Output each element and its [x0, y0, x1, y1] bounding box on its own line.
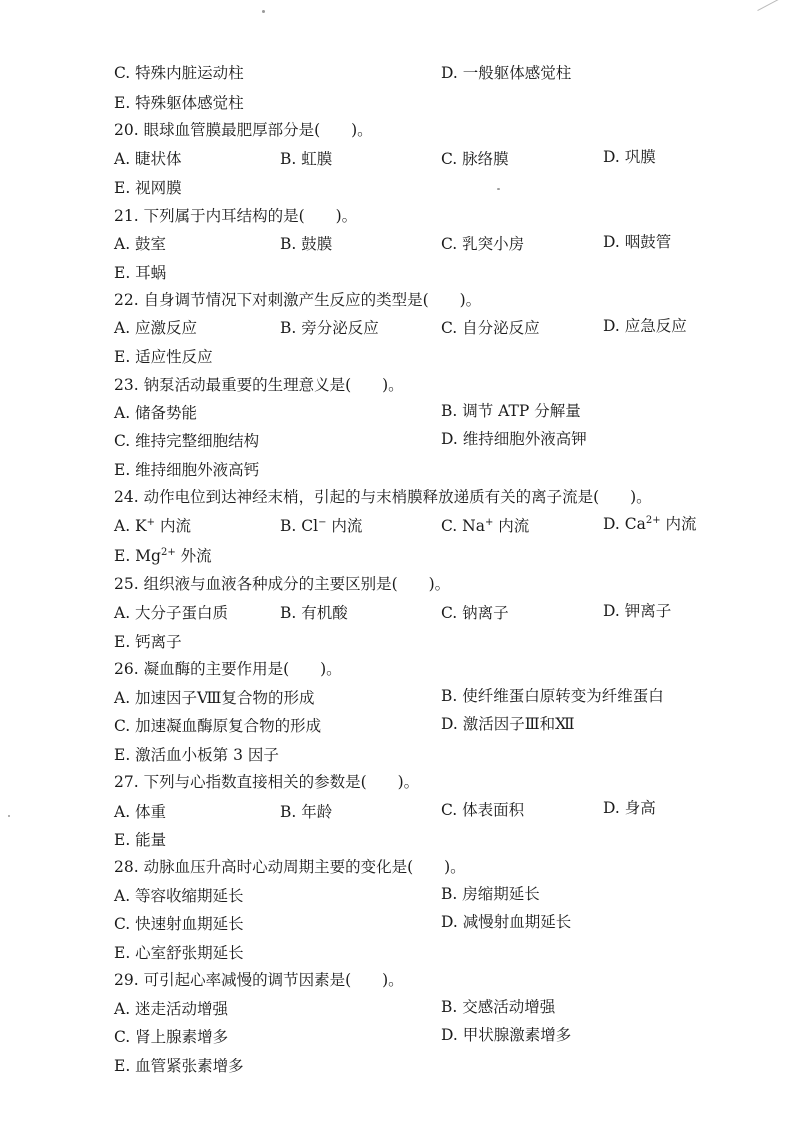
q24-d-suffix: 内流 [660, 515, 697, 533]
q20-option-d: D. 巩膜 [603, 148, 656, 166]
q20-option-a: A. 睫状体 [114, 150, 182, 168]
q25-option-a: A. 大分子蛋白质 [114, 604, 229, 622]
q24-b-suffix: 内流 [326, 517, 363, 535]
q26-option-b: B. 使纤维蛋白原转变为纤维蛋白 [441, 687, 664, 705]
q28-option-c: C. 快速射血期延长 [114, 915, 244, 933]
question-27-stem: 27. 下列与心指数直接相关的参数是( )。 [114, 773, 420, 791]
q24-e-text: E. Mg [114, 547, 161, 565]
q21-option-d: D. 咽鼓管 [603, 233, 672, 251]
question-22-stem: 22. 自身调节情况下对刺激产生反应的类型是( )。 [114, 291, 482, 309]
q27-option-e: E. 能量 [114, 831, 167, 849]
q25-option-c: C. 钠离子 [441, 604, 509, 622]
q29-option-e: E. 血管紧张素增多 [114, 1057, 244, 1075]
q23-option-c: C. 维持完整细胞结构 [114, 432, 260, 450]
q28-option-e: E. 心室舒张期延长 [114, 944, 244, 962]
scan-mark [757, 0, 792, 27]
option-e: E. 特殊躯体感觉柱 [114, 94, 244, 112]
question-23-stem: 23. 钠泵活动最重要的生理意义是( )。 [114, 376, 404, 394]
q24-c-text: C. Na [441, 517, 485, 535]
q28-option-a: A. 等容收缩期延长 [114, 887, 244, 905]
q24-option-c [441, 516, 529, 536]
q24-b-text: B. Cl [280, 517, 319, 535]
q23-option-b: B. 调节 ATP 分解量 [441, 402, 581, 420]
q27-option-a: A. 体重 [114, 803, 167, 821]
q24-a-text: A. K [114, 517, 147, 535]
question-29-stem: 29. 可引起心率减慢的调节因素是( )。 [114, 971, 404, 989]
q24-option-a [114, 516, 191, 536]
option-d: D. 一般躯体感觉柱 [441, 64, 572, 82]
q28-option-d: D. 减慢射血期延长 [441, 913, 572, 931]
q24-option-b [280, 516, 362, 536]
q20-option-c: C. 脉络膜 [441, 150, 509, 168]
q25-option-b: B. 有机酸 [280, 604, 348, 622]
question-28-stem: 28. 动脉血压升高时心动周期主要的变化是( )。 [114, 858, 466, 876]
q22-option-e: E. 适应性反应 [114, 348, 213, 366]
q23-option-d: D. 维持细胞外液高钾 [441, 430, 587, 448]
q27-option-c: C. 体表面积 [441, 801, 525, 819]
scan-speck [497, 188, 500, 190]
q26-option-d: D. 激活因子Ⅲ和Ⅻ [441, 715, 575, 733]
q25-option-e: E. 钙离子 [114, 633, 182, 651]
q22-option-c: C. 自分泌反应 [441, 319, 540, 337]
q24-c-charge: + [484, 517, 494, 528]
q24-c-suffix: 内流 [493, 517, 530, 535]
q27-option-d: D. 身高 [603, 799, 656, 817]
q27-option-b: B. 年龄 [280, 803, 333, 821]
q26-option-a: A. 加速因子Ⅷ复合物的形成 [114, 689, 315, 707]
q26-option-e: E. 激活血小板第 3 因子 [114, 746, 279, 764]
q24-d-text: D. Ca [603, 515, 646, 533]
q21-option-a: A. 鼓室 [114, 235, 167, 253]
question-21-stem: 21. 下列属于内耳结构的是( )。 [114, 207, 358, 225]
q25-option-d: D. 钾离子 [603, 602, 672, 620]
option-c: C. 特殊内脏运动柱 [114, 64, 244, 82]
q29-option-d: D. 甲状腺激素增多 [441, 1026, 572, 1044]
q22-option-a: A. 应激反应 [114, 319, 198, 337]
q20-option-b: B. 虹膜 [280, 150, 333, 168]
q21-option-b: B. 鼓膜 [280, 235, 333, 253]
q21-option-e: E. 耳蜗 [114, 264, 167, 282]
q24-option-e [114, 546, 212, 566]
q24-e-charge: 2+ [160, 547, 176, 558]
q22-option-b: B. 旁分泌反应 [280, 319, 379, 337]
q24-d-charge: 2+ [645, 515, 661, 526]
scan-speck [262, 10, 265, 13]
q24-option-d [603, 514, 697, 534]
q24-a-suffix: 内流 [155, 517, 191, 535]
q29-option-c: C. 肾上腺素增多 [114, 1028, 229, 1046]
q22-option-d: D. 应急反应 [603, 317, 687, 335]
q24-e-suffix: 外流 [175, 547, 212, 565]
q21-option-c: C. 乳突小房 [441, 235, 525, 253]
scan-speck [8, 815, 10, 817]
q23-option-e: E. 维持细胞外液高钙 [114, 461, 260, 479]
q24-b-charge: − [318, 517, 327, 528]
q29-option-a: A. 迷走活动增强 [114, 1000, 229, 1018]
q20-option-e: E. 视网膜 [114, 179, 182, 197]
q23-option-a: A. 储备势能 [114, 404, 198, 422]
q29-option-b: B. 交感活动增强 [441, 998, 556, 1016]
q26-option-c: C. 加速凝血酶原复合物的形成 [114, 717, 322, 735]
question-26-stem: 26. 凝血酶的主要作用是( )。 [114, 660, 342, 678]
q28-option-b: B. 房缩期延长 [441, 885, 540, 903]
question-24-stem: 24. 动作电位到达神经末梢，引起的与末梢膜释放递质有关的离子流是( )。 [114, 488, 652, 506]
question-25-stem: 25. 组织液与血液各种成分的主要区别是( )。 [114, 575, 451, 593]
q24-a-charge: + [146, 517, 156, 528]
question-20-stem: 20. 眼球血管膜最肥厚部分是( )。 [114, 121, 373, 139]
